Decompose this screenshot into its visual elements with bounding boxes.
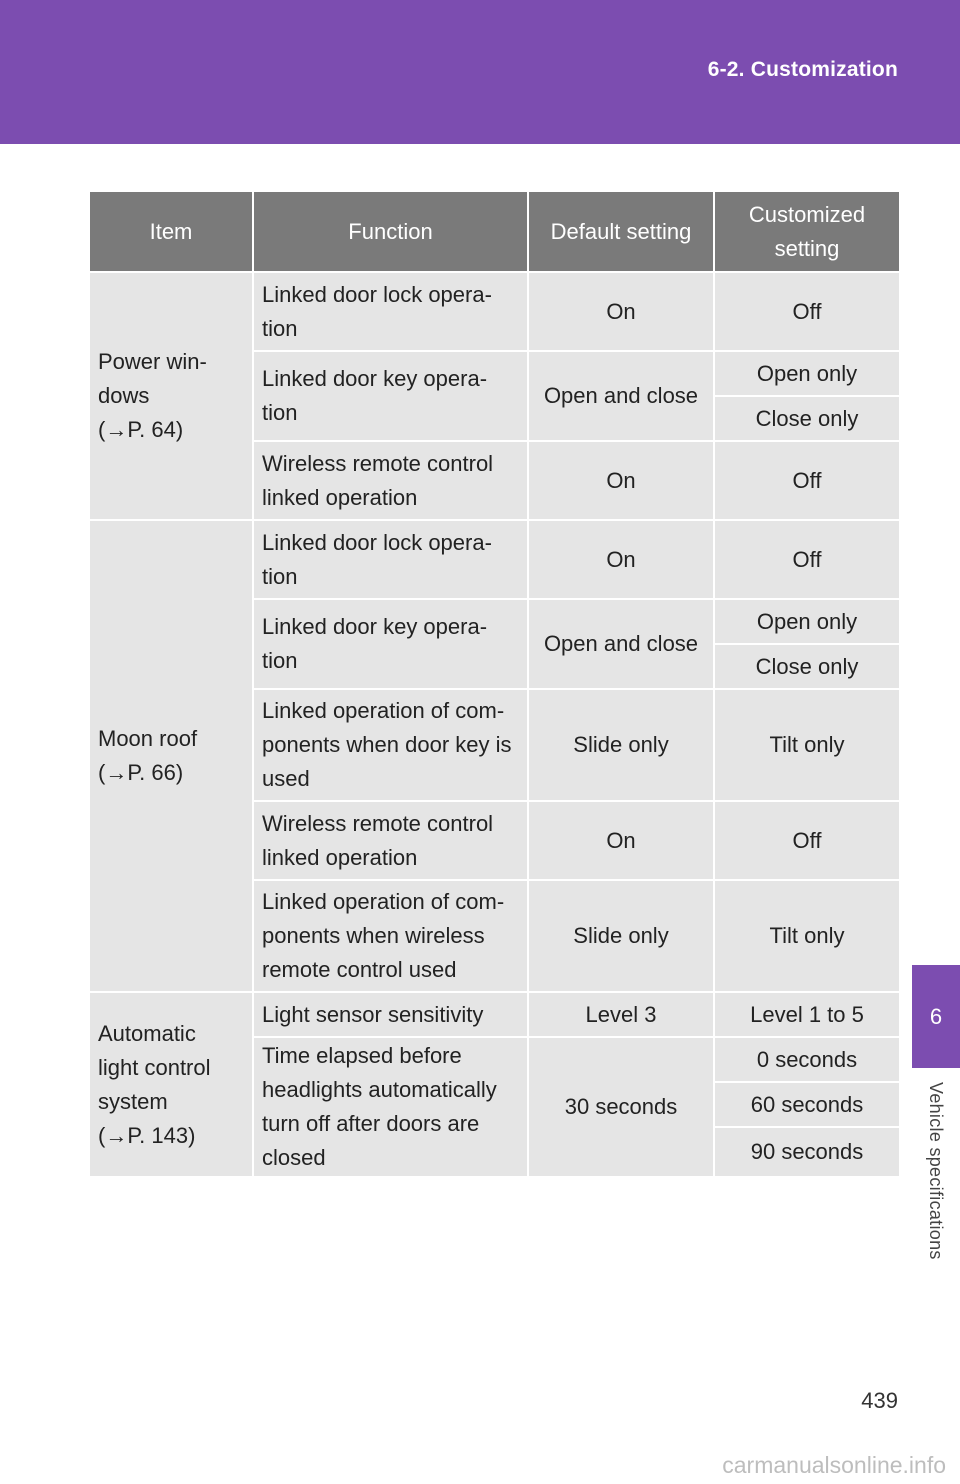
item-line: light control <box>98 1054 211 1080</box>
function-line: Linked operation of com- <box>262 698 505 723</box>
chapter-number: 6 <box>929 1003 943 1029</box>
function-line: linked operation <box>262 844 418 870</box>
item-cell-moon-roof <box>89 520 253 992</box>
function-line: turn off after doors are <box>262 1111 480 1136</box>
function-line: Linked door lock opera- <box>262 529 492 555</box>
default-cell: On <box>528 801 714 880</box>
function-cell <box>253 520 528 599</box>
function-line: Linked door key opera- <box>262 614 488 639</box>
default-cell: Slide only <box>528 689 714 801</box>
function-cell <box>253 992 528 1037</box>
customized-cell: 0 seconds <box>714 1037 900 1082</box>
function-line: remote control used <box>262 957 457 982</box>
watermark: carmanualsonline.info <box>722 1452 946 1478</box>
column-header-function: Function <box>253 191 528 272</box>
function-cell <box>253 351 528 441</box>
function-line: tion <box>262 648 298 673</box>
function-line: Wireless remote control <box>262 450 494 476</box>
function-cell <box>253 441 528 520</box>
item-line: Power win- <box>98 349 207 374</box>
item-line: Automatic <box>98 1020 196 1046</box>
default-cell: 30 seconds <box>528 1037 714 1177</box>
function-line: Light sensor sensitivity <box>262 1001 484 1027</box>
table-header-row <box>89 191 900 272</box>
function-line: tion <box>262 563 298 589</box>
function-line: ponents when door key is <box>262 732 512 757</box>
function-line: Wireless remote control <box>262 810 494 836</box>
function-line: Linked operation of com- <box>262 889 505 914</box>
customization-table <box>88 190 901 1178</box>
function-line: used <box>262 766 310 791</box>
function-line: Linked door key opera- <box>262 366 488 391</box>
function-line: headlights automatically <box>262 1077 497 1102</box>
default-cell: On <box>528 520 714 599</box>
default-cell: Open and close <box>528 599 714 689</box>
customized-cell: 90 seconds <box>714 1127 900 1177</box>
chapter-tab <box>912 965 960 1068</box>
section-title: 6-2. Customization <box>707 58 898 81</box>
item-cell-power-windows <box>89 272 253 520</box>
function-line: tion <box>262 315 298 341</box>
function-line: Time elapsed before <box>262 1043 462 1068</box>
column-header-customized-label: Customized setting <box>748 201 866 261</box>
item-line: (→P. 143) <box>98 1122 196 1148</box>
customized-cell: Off <box>714 801 900 880</box>
function-cell <box>253 880 528 992</box>
column-header-item: Item <box>89 191 253 272</box>
item-line: (→P. 66) <box>98 760 184 785</box>
item-line: Moon roof <box>98 726 198 751</box>
table-row <box>89 992 900 1037</box>
customized-cell: Tilt only <box>714 689 900 801</box>
customized-cell: Level 1 to 5 <box>714 992 900 1037</box>
default-cell: On <box>528 441 714 520</box>
customized-cell: Tilt only <box>714 880 900 992</box>
function-cell <box>253 689 528 801</box>
chapter-label: Vehicle specifications <box>926 1082 946 1260</box>
default-cell: Slide only <box>528 880 714 992</box>
function-cell <box>253 801 528 880</box>
function-cell <box>253 599 528 689</box>
function-line: linked operation <box>262 484 418 510</box>
customized-cell: Close only <box>714 396 900 441</box>
function-cell <box>253 272 528 351</box>
header-band <box>0 0 960 144</box>
item-line: system <box>98 1088 168 1114</box>
customized-cell: Open only <box>714 351 900 396</box>
customized-cell: 60 seconds <box>714 1082 900 1127</box>
default-cell: Open and close <box>528 351 714 441</box>
item-line: (→P. 64) <box>98 417 184 442</box>
customized-cell: Off <box>714 441 900 520</box>
function-line: closed <box>262 1145 326 1170</box>
function-cell <box>253 1037 528 1177</box>
item-cell-automatic-light-control <box>89 992 253 1177</box>
column-header-default: Default setting <box>528 191 714 272</box>
default-cell: On <box>528 272 714 351</box>
default-cell: Level 3 <box>528 992 714 1037</box>
table-row <box>89 520 900 599</box>
function-line: ponents when wireless <box>262 923 485 948</box>
customized-cell: Open only <box>714 599 900 644</box>
page-number: 439 <box>861 1388 898 1413</box>
customized-cell: Close only <box>714 644 900 689</box>
function-line: tion <box>262 400 298 425</box>
customized-cell: Off <box>714 272 900 351</box>
customized-cell: Off <box>714 520 900 599</box>
column-header-customized <box>714 191 900 272</box>
item-line: dows <box>98 383 150 408</box>
table-row <box>89 272 900 351</box>
function-line: Linked door lock opera- <box>262 281 492 307</box>
